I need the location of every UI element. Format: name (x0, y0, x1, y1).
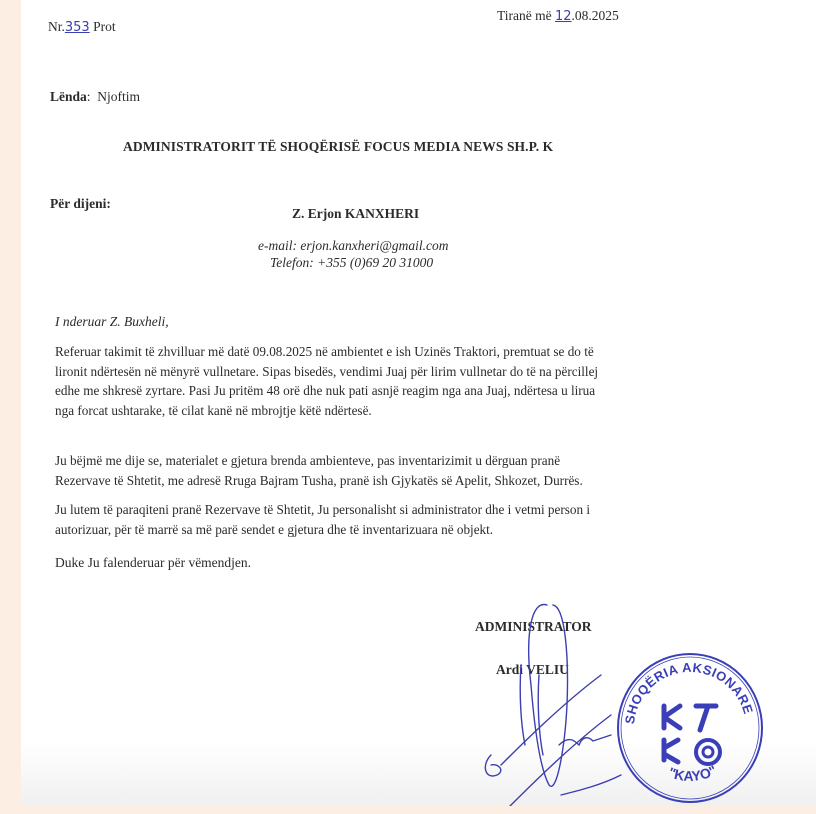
paragraph-line: Referuar takimit të zhvilluar më datë 09.08.2025 në ambientet e ish Uzinës Traktori, premtuat se do të (55, 344, 594, 359)
paragraph-line: Rezervave të Shtetit, me adresë Rruga Bajram Tusha, pranë ish Gjykatës së Apelit, Shkozet, Durrës. (55, 472, 583, 488)
subject-line (50, 89, 140, 105)
reference-prefix: Nr. (48, 19, 65, 34)
body-paragraph-2 (55, 451, 697, 490)
addressee-title: ADMINISTRATORIT TË SHOQËRISË FOCUS MEDIA NEWS SH.P. K (123, 139, 554, 154)
closing-line: Duke Ju falenderuar për vëmendjen. (55, 555, 252, 570)
paragraph-line: Ju lutem të paraqiteni pranë Rezervave të Shtetit, Ju personalisht si administrator dhe i vetmi person i (55, 502, 591, 517)
body-paragraph-1 (55, 342, 697, 420)
svg-text:"KAYO": "KAYO" (666, 761, 720, 784)
paragraph-line: nga forcat ushtarake, të cilat kanë në mbrojtje këtë ndërtesë. (55, 402, 372, 418)
reference-handwritten-number: 353 (64, 20, 90, 35)
subject-label: Lënda (50, 89, 87, 104)
paragraph-line: edhe me shkresë zyrtare. Pasi Ju pritëm 48 orë dhe nuk pati asnjë reagim nga ana Juaj, ndërtesa u lirua (55, 383, 596, 398)
cc-phone: Telefon: +355 (0)69 20 31000 (270, 255, 434, 270)
paragraph-line: lironit ndërtesën në mënyrë vullnetare. Sipas bisedës, vendimi Juaj për lirim vullnetar do të na përcillej (55, 363, 599, 379)
signatory-name: Ardi VELIU (496, 662, 569, 677)
date-handwritten-day: 12 (555, 9, 572, 24)
salutation: I nderuar Z. Buxheli, (55, 314, 169, 329)
paragraph-line: Ju bëjmë me dije se, materialet e gjetura brenda ambienteve, pas inventarizimit u dërguan pranë (55, 453, 561, 468)
paragraph-line: autorizuar, për të marrë sa më parë sendet e gjetura dhe të inventarizuara në objekt. (55, 521, 494, 537)
place-date-prefix: Tiranë më (497, 8, 552, 23)
date-rest: .08.2025 (571, 8, 619, 23)
document-page (21, 0, 816, 806)
subject-colon: : (86, 89, 91, 104)
reference-number (48, 19, 116, 35)
signatory-role: ADMINISTRATOR (475, 619, 592, 634)
svg-text:SHOQËRIA AKSIONARE: SHOQËRIA AKSIONARE (622, 659, 757, 725)
place-date (497, 8, 619, 24)
cc-email: e-mail: erjon.kanxheri@gmail.com (258, 238, 449, 253)
cc-name: Z. Erjon KANXHERI (292, 206, 420, 221)
cc-label: Për dijeni: (50, 196, 111, 211)
subject-value: Njoftim (97, 89, 141, 104)
body-paragraph-3 (55, 500, 697, 539)
reference-suffix: Prot (93, 19, 116, 34)
company-stamp-icon (612, 648, 768, 804)
